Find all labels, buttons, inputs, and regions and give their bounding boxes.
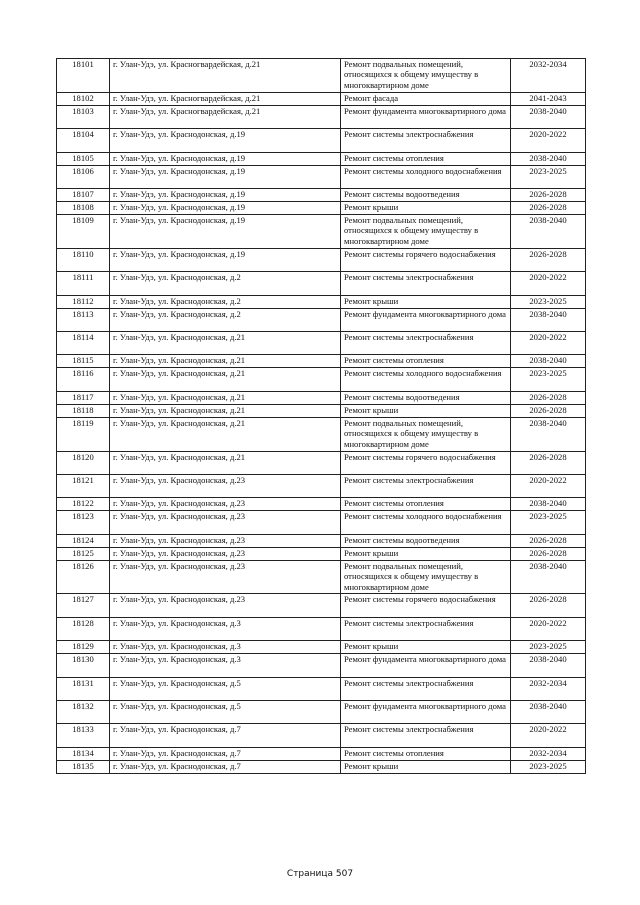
row-work-type: Ремонт системы электроснабжения — [341, 474, 511, 497]
row-work-type: Ремонт крыши — [341, 760, 511, 773]
table-row — [57, 214, 586, 248]
row-period: 2038-2040 — [511, 560, 586, 594]
table-row — [57, 368, 586, 391]
row-work-type: Ремонт крыши — [341, 404, 511, 417]
table-row — [57, 308, 586, 331]
row-number: 18105 — [57, 152, 110, 165]
row-number: 18123 — [57, 511, 110, 534]
table-row — [57, 451, 586, 474]
row-number: 18120 — [57, 451, 110, 474]
row-work-type: Ремонт фундамента многоквартирного дома — [341, 654, 511, 677]
row-period: 2026-2028 — [511, 391, 586, 404]
row-address: г. Улан-Удэ, ул. Краснодонская, д.3 — [110, 617, 341, 640]
row-address: г. Улан-Удэ, ул. Краснодонская, д.23 — [110, 511, 341, 534]
row-period: 2020-2022 — [511, 129, 586, 152]
row-number: 18130 — [57, 654, 110, 677]
row-number: 18129 — [57, 641, 110, 654]
row-work-type: Ремонт системы водоотведения — [341, 534, 511, 547]
row-period: 2023-2025 — [511, 760, 586, 773]
row-period: 2026-2028 — [511, 404, 586, 417]
row-number: 18102 — [57, 92, 110, 105]
row-number: 18119 — [57, 417, 110, 451]
row-period: 2020-2022 — [511, 617, 586, 640]
row-period: 2020-2022 — [511, 474, 586, 497]
row-period: 2038-2040 — [511, 701, 586, 724]
row-period: 2038-2040 — [511, 308, 586, 331]
table-row — [57, 511, 586, 534]
row-address: г. Улан-Удэ, ул. Краснодонская, д.23 — [110, 474, 341, 497]
row-number: 18113 — [57, 308, 110, 331]
row-work-type: Ремонт подвальных помещений, относящихся к общему имуществу в многоквартирном доме — [341, 560, 511, 594]
row-address: г. Улан-Удэ, ул. Краснодонская, д.19 — [110, 248, 341, 271]
table-row — [57, 188, 586, 201]
row-work-type: Ремонт системы отопления — [341, 355, 511, 368]
table-row — [57, 474, 586, 497]
row-address: г. Улан-Удэ, ул. Краснодонская, д.19 — [110, 214, 341, 248]
row-period: 2026-2028 — [511, 248, 586, 271]
row-number: 18112 — [57, 295, 110, 308]
row-work-type: Ремонт подвальных помещений, относящихся к общему имуществу в многоквартирном доме — [341, 417, 511, 451]
row-address: г. Улан-Удэ, ул. Краснодонская, д.21 — [110, 451, 341, 474]
row-period: 2023-2025 — [511, 165, 586, 188]
row-address: г. Улан-Удэ, ул. Краснодонская, д.5 — [110, 701, 341, 724]
table-row — [57, 617, 586, 640]
row-address: г. Улан-Удэ, ул. Краснодонская, д.21 — [110, 355, 341, 368]
row-period: 2038-2040 — [511, 498, 586, 511]
table-row — [57, 594, 586, 617]
row-address: г. Улан-Удэ, ул. Краснодонская, д.23 — [110, 594, 341, 617]
row-address: г. Улан-Удэ, ул. Красногвардейская, д.21 — [110, 92, 341, 105]
row-work-type: Ремонт крыши — [341, 295, 511, 308]
row-number: 18107 — [57, 188, 110, 201]
row-address: г. Улан-Удэ, ул. Красногвардейская, д.21 — [110, 59, 341, 93]
row-work-type: Ремонт системы электроснабжения — [341, 331, 511, 354]
row-work-type: Ремонт системы горячего водоснабжения — [341, 248, 511, 271]
row-number: 18126 — [57, 560, 110, 594]
row-address: г. Улан-Удэ, ул. Краснодонская, д.21 — [110, 404, 341, 417]
row-number: 18134 — [57, 747, 110, 760]
row-number: 18121 — [57, 474, 110, 497]
row-work-type: Ремонт системы электроснабжения — [341, 677, 511, 700]
row-number: 18110 — [57, 248, 110, 271]
table-row — [57, 295, 586, 308]
row-number: 18111 — [57, 272, 110, 295]
row-work-type: Ремонт системы отопления — [341, 747, 511, 760]
row-work-type: Ремонт системы отопления — [341, 152, 511, 165]
row-work-type: Ремонт системы холодного водоснабжения — [341, 368, 511, 391]
table-row — [57, 701, 586, 724]
row-address: г. Улан-Удэ, ул. Краснодонская, д.5 — [110, 677, 341, 700]
row-number: 18131 — [57, 677, 110, 700]
table-row — [57, 105, 586, 128]
row-address: г. Улан-Удэ, ул. Краснодонская, д.23 — [110, 547, 341, 560]
row-address: г. Улан-Удэ, ул. Краснодонская, д.3 — [110, 654, 341, 677]
row-address: г. Улан-Удэ, ул. Красногвардейская, д.21 — [110, 105, 341, 128]
row-period: 2026-2028 — [511, 451, 586, 474]
row-period: 2020-2022 — [511, 724, 586, 747]
row-address: г. Улан-Удэ, ул. Краснодонская, д.7 — [110, 760, 341, 773]
row-address: г. Улан-Удэ, ул. Краснодонская, д.23 — [110, 560, 341, 594]
row-number: 18109 — [57, 214, 110, 248]
table-row — [57, 331, 586, 354]
page-number: Страница 507 — [286, 869, 354, 879]
row-work-type: Ремонт фасада — [341, 92, 511, 105]
repair-schedule-table — [56, 58, 586, 774]
table-row — [57, 560, 586, 594]
row-work-type: Ремонт системы электроснабжения — [341, 617, 511, 640]
row-work-type: Ремонт крыши — [341, 201, 511, 214]
row-address: г. Улан-Удэ, ул. Краснодонская, д.19 — [110, 188, 341, 201]
row-period: 2026-2028 — [511, 547, 586, 560]
table-row — [57, 747, 586, 760]
table-row — [57, 152, 586, 165]
row-address: г. Улан-Удэ, ул. Краснодонская, д.2 — [110, 308, 341, 331]
row-period: 2020-2022 — [511, 272, 586, 295]
row-period: 2026-2028 — [511, 201, 586, 214]
table-row — [57, 641, 586, 654]
table-row — [57, 272, 586, 295]
table-row — [57, 129, 586, 152]
row-number: 18127 — [57, 594, 110, 617]
row-period: 2026-2028 — [511, 594, 586, 617]
table-row — [57, 534, 586, 547]
row-work-type: Ремонт системы водоотведения — [341, 391, 511, 404]
row-number: 18128 — [57, 617, 110, 640]
row-address: г. Улан-Удэ, ул. Краснодонская, д.19 — [110, 152, 341, 165]
row-work-type: Ремонт системы горячего водоснабжения — [341, 451, 511, 474]
table-row — [57, 417, 586, 451]
row-number: 18118 — [57, 404, 110, 417]
row-number: 18125 — [57, 547, 110, 560]
row-address: г. Улан-Удэ, ул. Краснодонская, д.7 — [110, 724, 341, 747]
row-work-type: Ремонт подвальных помещений, относящихся к общему имуществу в многоквартирном доме — [341, 214, 511, 248]
table-row — [57, 355, 586, 368]
row-number: 18114 — [57, 331, 110, 354]
row-period: 2038-2040 — [511, 417, 586, 451]
row-address: г. Улан-Удэ, ул. Краснодонская, д.23 — [110, 498, 341, 511]
row-number: 18132 — [57, 701, 110, 724]
row-work-type: Ремонт подвальных помещений, относящихся к общему имуществу в многоквартирном доме — [341, 59, 511, 93]
row-work-type: Ремонт системы водоотведения — [341, 188, 511, 201]
row-address: г. Улан-Удэ, ул. Краснодонская, д.21 — [110, 368, 341, 391]
row-period: 2038-2040 — [511, 214, 586, 248]
row-period: 2023-2025 — [511, 368, 586, 391]
row-period: 2038-2040 — [511, 152, 586, 165]
row-period: 2041-2043 — [511, 92, 586, 105]
row-work-type: Ремонт крыши — [341, 547, 511, 560]
row-work-type: Ремонт системы холодного водоснабжения — [341, 511, 511, 534]
row-address: г. Улан-Удэ, ул. Краснодонская, д.21 — [110, 417, 341, 451]
row-number: 18117 — [57, 391, 110, 404]
table-row — [57, 760, 586, 773]
row-number: 18124 — [57, 534, 110, 547]
row-work-type: Ремонт фундамента многоквартирного дома — [341, 701, 511, 724]
row-number: 18133 — [57, 724, 110, 747]
row-period: 2038-2040 — [511, 105, 586, 128]
row-period: 2032-2034 — [511, 677, 586, 700]
row-period: 2032-2034 — [511, 747, 586, 760]
table-row — [57, 654, 586, 677]
row-address: г. Улан-Удэ, ул. Краснодонская, д.2 — [110, 295, 341, 308]
row-address: г. Улан-Удэ, ул. Краснодонская, д.2 — [110, 272, 341, 295]
row-period: 2026-2028 — [511, 534, 586, 547]
table-row — [57, 248, 586, 271]
row-address: г. Улан-Удэ, ул. Краснодонская, д.19 — [110, 165, 341, 188]
row-period: 2032-2034 — [511, 59, 586, 93]
row-period: 2026-2028 — [511, 188, 586, 201]
row-work-type: Ремонт фундамента многоквартирного дома — [341, 308, 511, 331]
table-body — [57, 59, 586, 774]
row-number: 18104 — [57, 129, 110, 152]
row-work-type: Ремонт системы электроснабжения — [341, 272, 511, 295]
row-period: 2038-2040 — [511, 355, 586, 368]
row-number: 18106 — [57, 165, 110, 188]
table-row — [57, 724, 586, 747]
row-work-type: Ремонт системы отопления — [341, 498, 511, 511]
row-period: 2023-2025 — [511, 295, 586, 308]
row-period: 2020-2022 — [511, 331, 586, 354]
row-work-type: Ремонт крыши — [341, 641, 511, 654]
row-address: г. Улан-Удэ, ул. Краснодонская, д.19 — [110, 201, 341, 214]
row-address: г. Улан-Удэ, ул. Краснодонская, д.3 — [110, 641, 341, 654]
row-work-type: Ремонт системы холодного водоснабжения — [341, 165, 511, 188]
table-row — [57, 59, 586, 93]
row-address: г. Улан-Удэ, ул. Краснодонская, д.7 — [110, 747, 341, 760]
row-address: г. Улан-Удэ, ул. Краснодонская, д.21 — [110, 391, 341, 404]
row-period: 2038-2040 — [511, 654, 586, 677]
table-row — [57, 92, 586, 105]
row-address: г. Улан-Удэ, ул. Краснодонская, д.21 — [110, 331, 341, 354]
row-period: 2023-2025 — [511, 511, 586, 534]
row-number: 18101 — [57, 59, 110, 93]
row-address: г. Улан-Удэ, ул. Краснодонская, д.23 — [110, 534, 341, 547]
table-row — [57, 391, 586, 404]
row-work-type: Ремонт фундамента многоквартирного дома — [341, 105, 511, 128]
row-work-type: Ремонт системы электроснабжения — [341, 724, 511, 747]
row-number: 18108 — [57, 201, 110, 214]
table-row — [57, 404, 586, 417]
table-row — [57, 165, 586, 188]
row-number: 18122 — [57, 498, 110, 511]
table-row — [57, 201, 586, 214]
row-address: г. Улан-Удэ, ул. Краснодонская, д.19 — [110, 129, 341, 152]
table-row — [57, 677, 586, 700]
row-work-type: Ремонт системы электроснабжения — [341, 129, 511, 152]
row-work-type: Ремонт системы горячего водоснабжения — [341, 594, 511, 617]
table-row — [57, 498, 586, 511]
row-period: 2023-2025 — [511, 641, 586, 654]
row-number: 18115 — [57, 355, 110, 368]
row-number: 18116 — [57, 368, 110, 391]
table-row — [57, 547, 586, 560]
row-number: 18135 — [57, 760, 110, 773]
row-number: 18103 — [57, 105, 110, 128]
